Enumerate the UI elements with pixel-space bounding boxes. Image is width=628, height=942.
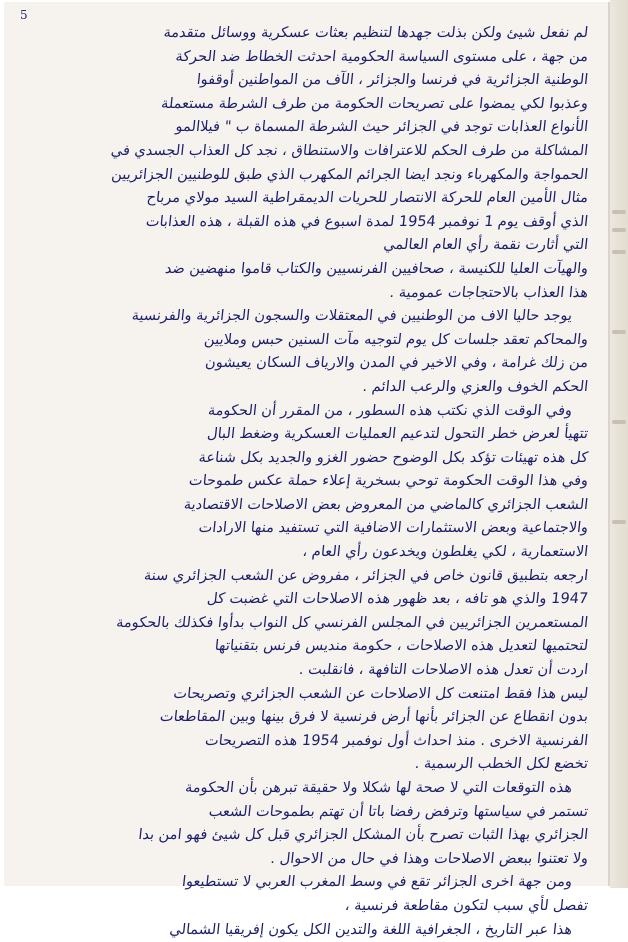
text-line: الشعب الجزائري كالماضي من المعروض بعض الاصلاحات الاقتصادية xyxy=(183,496,589,513)
text-line: والهيآت العليا للكنيسة ، صحافيين الفرنسيين والكتاب قاموا منهضين ضد xyxy=(164,260,589,277)
text-line: وفي هذا الوقت الحكومة توحي بسخرية إعلاء حملة عكس طموحات xyxy=(188,473,589,490)
text-line: ارجعه بتطبيق قانون خاص في الجزائر ، مفروض عن الشعب الجزائري سنة xyxy=(143,567,589,584)
text-line: الحكم الخوف والعزي والرعب الدائم . xyxy=(361,378,589,395)
text-line: الفرنسية الاخرى . منذ احداث أول نوفمبر 1954 هذه التصريحات xyxy=(204,732,589,749)
text-line: لم نفعل شيئ ولكن بذلت جهدها لتنظيم بعثات عسكرية ووسائل متقدمة xyxy=(162,25,589,41)
text-line: هذا عبر التاريخ ، الجغرافية اللغة والتدين الكل يكون إفريقيا الشمالي xyxy=(168,921,573,938)
text-line: من زلك غرامة ، وفي الاخير في المدن والارياف السكان يعيشون xyxy=(204,355,589,372)
text-line: والاجتماعية وبعض الاستثمارات الاضافية التي تستفيد منها الارادات xyxy=(197,520,589,537)
text-line: المستعمرين الجزائريين في المجلس الفرنسي كل النواب بدأوا فكذلك بالحكومة xyxy=(115,614,589,631)
text-line: هذا العذاب بالاحتجاجات عمومية . xyxy=(388,284,589,301)
text-line: ولا تعتنوا ببعض الاصلاحات وهذا في حال من الاحوال . xyxy=(269,850,589,867)
text-line: الأنواع العذابات توجد في الجزائر حيث الشرطة المسماة ب " فيلاالمو xyxy=(174,119,589,136)
text-line: اردت أن تعدل هذه الاصلاحات التافهة ، فانقلبت . xyxy=(298,662,589,679)
text-line: الوطنية الجزائرية في فرنسا والجزائر ، الآف من المواطنين أوقفوا xyxy=(195,72,589,89)
text-line: الجزائري بهذا الثبات تصرح بأن المشكل الجزائري قبل كل شيئ فهو امن بدا xyxy=(137,827,589,844)
text-line: هذه التوقعات التي لا صحة لها شكلا ولا حقيقة تبرهن بأن الحكومة xyxy=(184,780,573,796)
handwritten-text-block xyxy=(22,22,588,942)
text-line: تخضع لكل الخطب الرسمية . xyxy=(414,756,589,773)
text-line: وفي الوقت الذي نكتب هذه السطور ، من المقرر أن الحكومة xyxy=(207,402,573,419)
text-line: ومن جهة اخرى الجزائر تقع في وسط المغرب العربي لا تستطيعوا xyxy=(181,874,573,891)
text-line: 1947 والذي هو تافه ، بعد ظهور هذه الاصلاحات التي غضبت كل xyxy=(206,591,589,608)
text-line: الذي أوقف يوم 1 نوفمبر 1954 لمدة اسبوع في هذه القبلة ، هذه العذابات xyxy=(145,213,589,230)
text-line: ليس هذا فقط امتنعت كل الاصلاحات عن الشعب الجزائري وتصريحات xyxy=(172,685,589,702)
reverse-page-edge xyxy=(610,0,628,888)
text-line: والمحاكم تعقد جلسات كل يوم لتوجيه مآت السنين حبس وملايين xyxy=(203,331,589,348)
text-line: تفصل لأي سبب لتكون مقاطعة فرنسية ، xyxy=(344,897,589,914)
page-number: 5 xyxy=(20,8,28,22)
text-line: بدون انقطاع عن الجزائر بأنها أرض فرنسية لا فرق بينها وبين المقاطعات xyxy=(159,709,589,726)
text-line: وعذبوا لكي يمضوا على تصريحات الحكومة من طرف الشرطة مستعملة xyxy=(160,95,589,112)
text-line: من جهة ، على مستوى السياسة الحكومية احدثت الخطاط ضد الحركة xyxy=(174,48,589,65)
text-line: كل هذه تهيئات تؤكد بكل الوضوح حضور الغزو والجديد بكل شناعة xyxy=(197,449,589,466)
text-line: الحمواجة والمكهرباء ونجد ايضا الجرائم المكهرب الذي طبق للوطنيين الجزائريين xyxy=(110,166,589,183)
text-line: مثال الأمين العام للحركة الانتصار للحريات الديمقراطية السيد مولاي مرباح xyxy=(145,190,589,207)
text-line: تستمر في سياستها وترفض رفضا باتا أن تهتم بطموحات الشعب xyxy=(207,803,589,820)
text-line: التي أثارت نقمة رأي العام العالمي xyxy=(382,237,589,254)
text-line: تتهيأ لعرض خطر التحول لتدعيم العمليات العسكرية وضغط البال xyxy=(206,426,589,443)
text-line: الاستعمارية ، لكي يغلطون ويخدعون رأي العام ، xyxy=(301,544,589,561)
text-line: لتحتميها لتعديل هذه الاصلاحات ، حكومة منديس فرنس بتقنياتها xyxy=(213,638,589,655)
text-line: يوجد حاليا الاف من الوطنيين في المعتقلات والسجون الجزائرية والفرنسية xyxy=(130,308,573,325)
text-line: المشاكلة من طرف الحكم للاعترافات والاستنطاق ، نجد كل العذاب الجسدي في xyxy=(110,142,589,159)
